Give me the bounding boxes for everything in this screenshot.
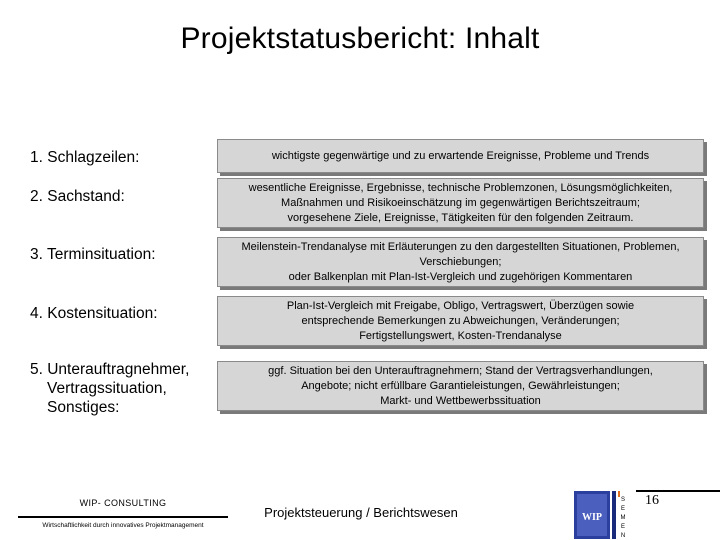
row-desc-sachstand: wesentliche Ereignisse, Ergebnisse, technische Problemzonen, Lösungsmöglichkeiten, Maßnahmen und Risikoeinschätzung im gegenwärtigen Berichtszeitraum; vorgesehene Ziele, Ereignisse, Tätigkeiten für den folgenden Zeitraum. — [217, 178, 704, 228]
logo-side-letter: S — [620, 497, 626, 503]
row-label-line: Vertragssituation, — [47, 380, 167, 397]
logo-side-letter: E — [620, 524, 626, 530]
logo-bar — [612, 491, 616, 539]
row-desc-kostensituation: Plan-Ist-Vergleich mit Freigabe, Obligo, Vertragswert, Überzügen sowie entsprechende Bemerkungen zu Abweichungen, Veränderungen; Fertigstellungswert, Kosten-Trendanalyse — [217, 296, 704, 346]
row-desc-schlagzeilen: wichtigste gegenwärtige und zu erwartende Ereignisse, Probleme und Trends — [217, 139, 704, 173]
logo-side-letter: E — [620, 506, 626, 512]
footer-company: WIP- CONSULTING — [79, 498, 167, 508]
row-label-kostensituation: 4. Kostensituation: — [30, 305, 158, 322]
wip-logo — [574, 489, 632, 539]
logo-orange-accent — [618, 491, 620, 497]
footer-section-title: Projektsteuerung / Berichtswesen — [264, 505, 458, 520]
footer-right-rule — [636, 490, 720, 492]
row-label-line: 5. Unterauftragnehmer, — [30, 361, 190, 378]
logo-side-letter: N — [620, 533, 626, 539]
row-label-unterauftragnehmer — [30, 360, 189, 417]
footer-slogan: Wirtschaftlichkeit durch innovatives Projektmanagement — [42, 522, 204, 529]
row-desc-unterauftragnehmer: ggf. Situation bei den Unterauftragnehmern; Stand der Vertragsverhandlungen, Angebote; nicht erfüllbare Garantieleistungen, Gewährleistungen; Markt- und Wettbewerbssituation — [217, 361, 704, 411]
row-label-line: Sonstiges: — [47, 399, 120, 416]
row-label-terminsituation: 3. Terminsituation: — [30, 246, 156, 263]
footer-company-block — [18, 498, 228, 529]
footer-rule — [18, 516, 228, 518]
row-label-schlagzeilen: 1. Schlagzeilen: — [30, 149, 140, 166]
logo-side-letter: M — [620, 515, 626, 521]
row-label-sachstand: 2. Sachstand: — [30, 188, 125, 205]
slide-title: Projektstatusbericht: Inhalt — [180, 22, 540, 55]
row-desc-terminsituation: Meilenstein-Trendanalyse mit Erläuterungen zu den dargestellten Situationen, Problemen, Verschiebungen; oder Balkenplan mit Plan-Ist-Vergleich und zugehörigen Kommentaren — [217, 237, 704, 287]
logo-text: WIP — [582, 512, 602, 523]
page-number: 16 — [645, 493, 659, 508]
